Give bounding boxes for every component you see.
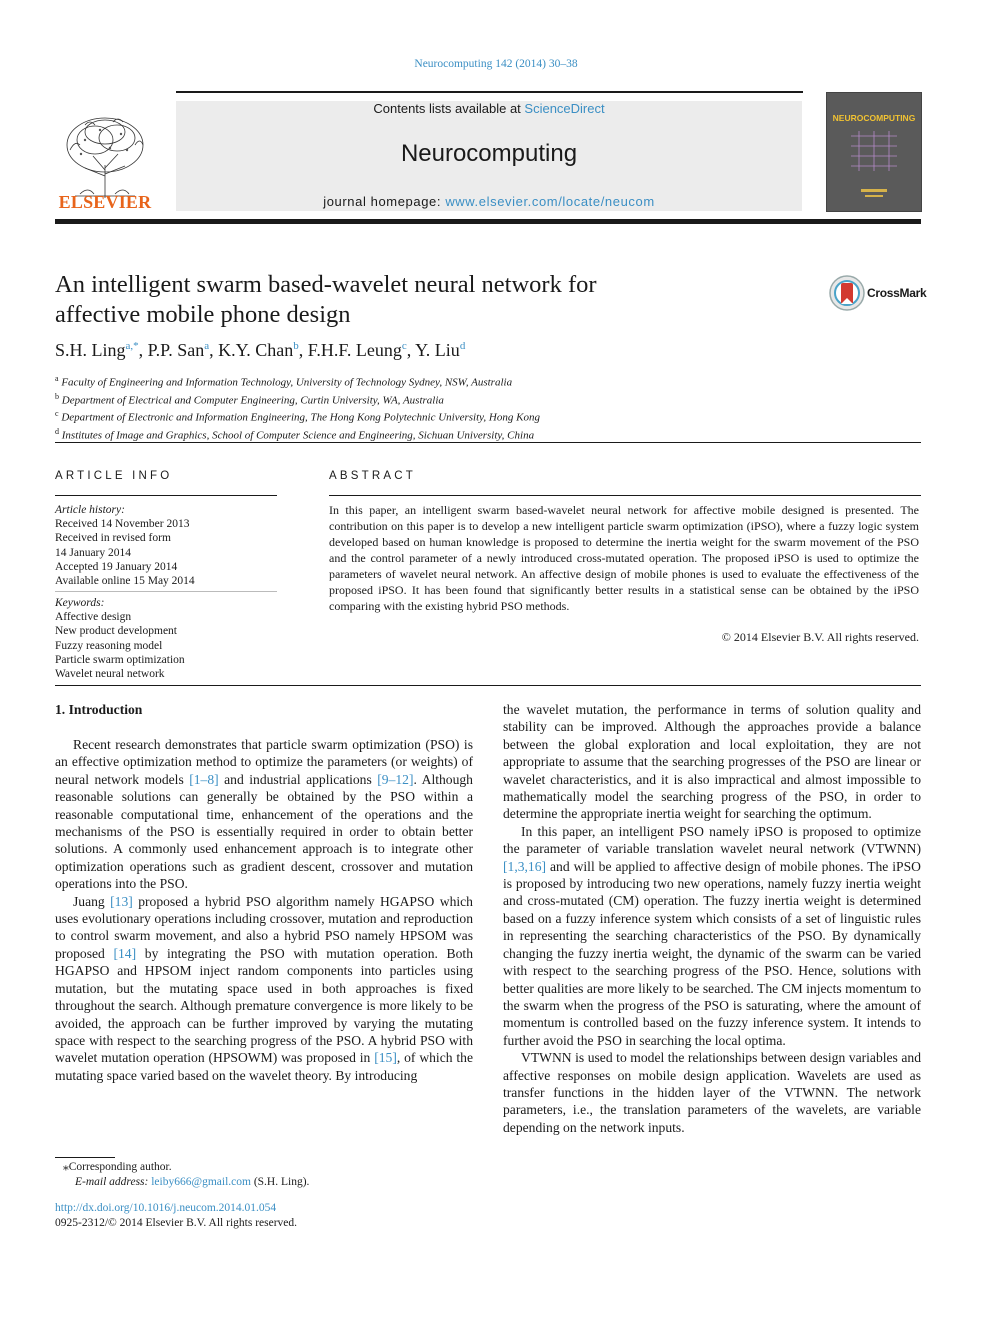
article-info-rule: [55, 495, 277, 496]
keyword: Fuzzy reasoning model: [55, 639, 163, 652]
keyword: Wavelet neural network: [55, 668, 165, 681]
footnotes: [55, 1160, 475, 1190]
affiliation: $^a$ Faculty of Engineering and Information Technology, University of Technology Sydney, NSW, Australia: [55, 374, 513, 389]
author[interactable]: K.Y. Chan$^b$: [218, 340, 299, 360]
corresponding-author-note: ⁎Corresponding author.: [63, 1161, 172, 1173]
title-block-rule: [55, 442, 921, 443]
author[interactable]: F.H.F. Leung$^c$: [307, 340, 407, 360]
paragraph: Juang [13] proposed a hybrid PSO algorithm namely HGAPSO which uses evolutionary operations including crossover, mutation and reproduction to control swarm movement, and also a hybrid PSO namely HPSOM was proposed [14] by integrating the PSO with mutation operation. Both HGAPSO and HPSOM inject random components into particles using mutation, but the mutating space used in both approaches is fixed throughout the search. Although premature convergence is more likely to be avoided, the approach can be further improved by varying the mutating space with respect to the searching progress of the PSO. A hybrid PSO with wavelet mutation operation (HPSOWM) was proposed in [15], of which the mutating space varied based on the wavelet theory. By introducing: [55, 893, 473, 1083]
affiliation: $^c$ Department of Electronic and Information Engineering, The Hong Kong Polytechnic University, Hong Kong: [55, 409, 540, 424]
abstract-text: In this paper, an intelligent swarm based-wavelet neural network for affective mobile designed is presented. The contribution on this paper is to develop a new intelligent particle swarm optimization (iPSO), where a fuzzy logic system developed based on human knowledge is proposed to determine the inertia weight for the swarm movement of the PSO and the control parameter of a newly introduced cross-mutated operation. The proposed iPSO is used to optimize the parameters of wavelet neural network. An affective design of mobile phones is used to evaluate the effectiveness of the proposed iPSO. It has been found that significantly better results in a statistical sense can be obtained by the iPSO comparing with the existing hybrid PSO methods.: [329, 503, 919, 613]
citation-link[interactable]: [9–12]: [377, 771, 414, 787]
keyword: Affective design: [55, 611, 132, 624]
email-link[interactable]: leiby666@gmail.com: [151, 1176, 251, 1188]
paragraph: In this paper, an intelligent PSO namely iPSO is proposed to optimize the parameter of variable translation wavelet neural network (VTWNN) [1,3,16] and will be applied to affective design of mobile phones. The iPSO is proposed by introducing two new operations, namely fuzzy inertia weight and cross-mutated (CM) operation. The fuzzy inertia weight is determined based on a fuzzy inference system which consists of a set of linguistic rules in representing the searching characteristics of the PSO. By dynamically changing the fuzzy inertia weight, the dynamic of the swarm can be varied with respect to the searching progress of the PSO. Hence, solutions with better qualities are more likely to be searched. The CM injects momentum to the swarm when the progress of the PSO is saturating, where the amount of momentum is controlled based on the fuzzy inference system. It intends to further avoid the PSO in searching the local optima.: [503, 823, 921, 1048]
citation-link[interactable]: [1–8]: [189, 771, 219, 787]
doi-block: [55, 1201, 475, 1231]
author[interactable]: Y. Liu$^d$: [415, 340, 466, 360]
citation-link[interactable]: [15]: [374, 1050, 397, 1066]
history-label: Article history:: [55, 504, 125, 516]
keywords: [55, 596, 277, 681]
journal-homepage-line: [176, 194, 802, 209]
crossmark-icon[interactable]: [828, 274, 866, 312]
history-item: Received in revised form: [55, 532, 171, 545]
history-item: Received 14 November 2013: [55, 518, 190, 531]
keyword: Particle swarm optimization: [55, 653, 185, 666]
elsevier-wordmark: ELSEVIER: [58, 192, 152, 212]
body-right-column: [503, 701, 921, 1136]
paragraph: VTWNN is used to model the relationships between design variables and affective responses on mobile design application. Wavelets are used as transfer functions in the hidden layer of the VTWNN. The network parameters, i.e., the translation parameters of the wavelets, are variable depending on the network inputs.: [503, 1050, 921, 1135]
article-title-line-1: An intelligent swarm based-wavelet neural network for: [55, 271, 597, 298]
author[interactable]: S.H. Ling$^{a,*}$: [55, 340, 139, 360]
crossmark-label[interactable]: CrossMark: [867, 286, 927, 300]
homepage-prefix: journal homepage:: [323, 194, 446, 209]
cover-title: NEUROCOMPUTING: [832, 113, 916, 123]
citation-link[interactable]: [13]: [110, 893, 133, 909]
contents-line: [176, 101, 802, 116]
header-thick-rule: [55, 219, 921, 224]
author[interactable]: P.P. San$^a$: [147, 340, 210, 360]
affiliation: $^b$ Department of Electrical and Computer Engineering, Curtin University, WA, Australia: [55, 391, 444, 407]
cover-footer-mark-2: [865, 195, 883, 197]
paragraph: the wavelet mutation, the performance in terms of solution quality and stability can be improved. Although the approaches provide a balance between the global exploration and local exploitation, they are not appropriate to assume that the searching progresses of the PSO are linear or wavelet characteristics, and it is also impractical and almost impossible to mathematically model the searching progress of the PSO, in order to determine the appropriate inertia weight for searching the optimum.: [503, 702, 921, 822]
abstract-heading: ABSTRACT: [329, 470, 416, 482]
article-title: [55, 270, 755, 330]
footnote-rule: [55, 1157, 115, 1158]
keyword: New product development: [55, 625, 177, 638]
cover-footer-mark: [861, 189, 887, 192]
keywords-separator: [55, 591, 277, 592]
cover-grid-graphic: [851, 131, 897, 171]
article-history: [55, 503, 277, 588]
issn-line: 0925-2312/© 2014 Elsevier B.V. All rights reserved.: [55, 1217, 298, 1229]
article-title-line-2: affective mobile phone design: [55, 301, 351, 328]
doi-link[interactable]: http://dx.doi.org/10.1016/j.neucom.2014.01.054: [55, 1202, 277, 1214]
sciencedirect-link[interactable]: ScienceDirect: [524, 101, 605, 116]
history-item: 14 January 2014: [55, 546, 132, 559]
section-heading-introduction: 1. Introduction: [55, 702, 143, 717]
article-info-heading: ARTICLE INFO: [55, 470, 173, 482]
email-note: E-mail address: leiby666@gmail.com (S.H. Ling).: [75, 1176, 310, 1188]
abstract-copyright: © 2014 Elsevier B.V. All rights reserved.: [721, 630, 919, 644]
affiliation: $^d$ Institutes of Image and Graphics, School of Computer Science and Engineering, Sichuan University, China: [55, 426, 535, 442]
history-item: Available online 15 May 2014: [55, 575, 195, 588]
header-top-rule: [176, 91, 803, 93]
front-matter-rule: [55, 685, 921, 686]
body-left-column: [55, 736, 473, 1084]
citation-link[interactable]: [1,3,16]: [503, 858, 547, 874]
journal-citation[interactable]: Neurocomputing 142 (2014) 30–38: [414, 58, 578, 70]
abstract-rule: [329, 495, 921, 496]
contents-prefix: Contents lists available at: [373, 101, 525, 116]
journal-cover-thumbnail[interactable]: [826, 92, 922, 212]
paragraph: Recent research demonstrates that particle swarm optimization (PSO) is an effective optimization method to optimize the parameters (or weights) of neural network models [1–8] and industrial applications [9–12]. Although reasonable solutions can generally be obtained by the PSO within a reasonable computational time, enhancement of the operations and the mechanisms of the PSO is essentially required in order to obtain better solutions. A commonly used enhancement approach is to integrate other optimization operations such as gradient descent, crossover and mutation operations into the PSO.: [55, 737, 473, 892]
affiliation-list: [55, 372, 755, 443]
keywords-label: Keywords:: [55, 597, 105, 609]
citation-link[interactable]: [14]: [113, 945, 137, 961]
journal-homepage-link[interactable]: www.elsevier.com/locate/neucom: [445, 194, 655, 209]
history-item: Accepted 19 January 2014: [55, 560, 178, 573]
journal-title: Neurocomputing: [400, 140, 578, 167]
author-list: S.H. Ling$^{a,*}$, P.P. San$^a$, K.Y. Chan$^b$, F.H.F. Leung$^c$, Y. Liu$^d$: [55, 340, 466, 360]
